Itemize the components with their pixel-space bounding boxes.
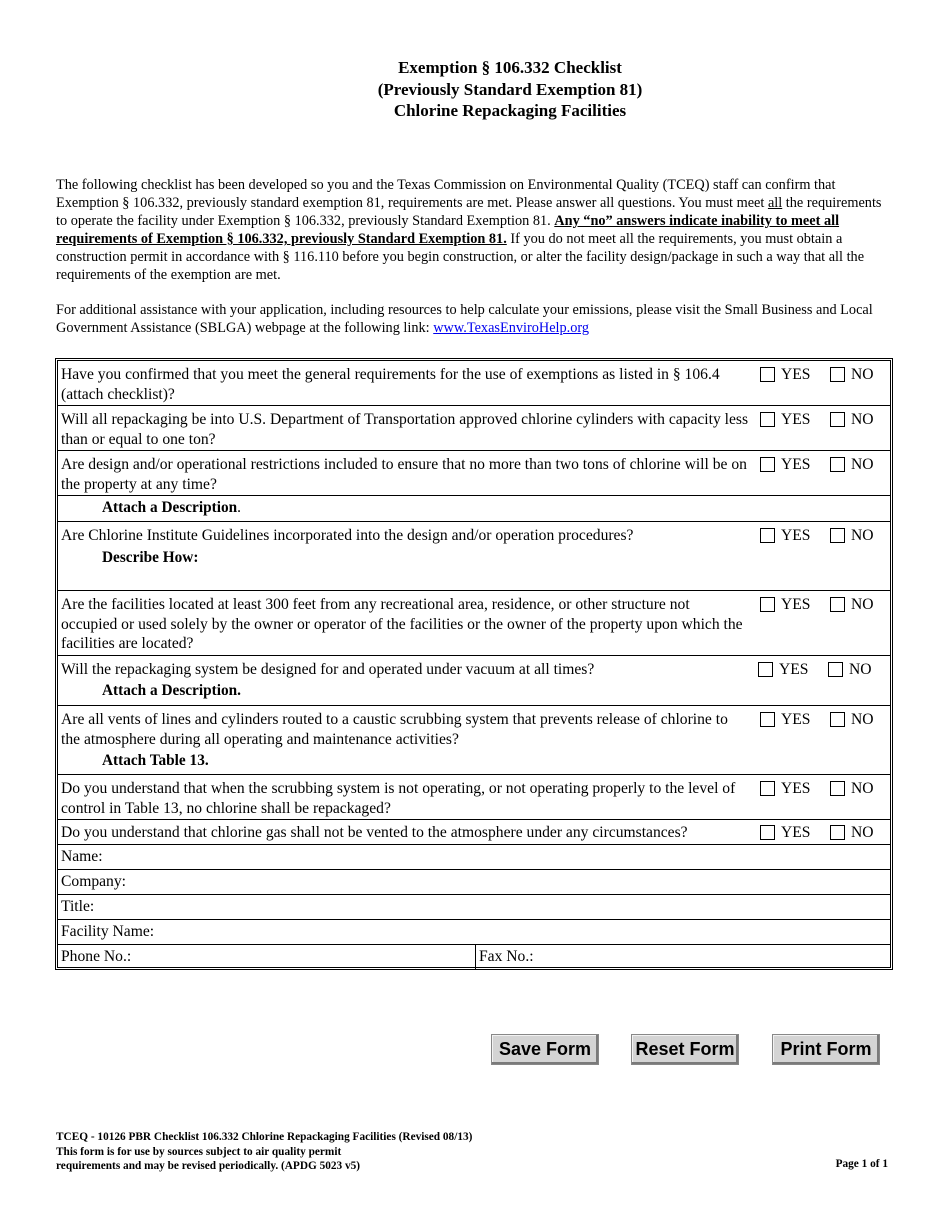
question-text: Will all repackaging be into U.S. Department of Transportation approved chlorine cylinders with capacity less than or equal to one ton? [61, 411, 749, 448]
question-text: Are design and/or operational restrictions included to ensure that no more than two tons of chlorine will be on the property at any time? [61, 456, 747, 493]
yes-checkbox[interactable] [760, 457, 775, 472]
footer-line-3: requirements and may be revised periodically. (APDG 5023 v5) [56, 1160, 361, 1172]
question-text: Will the repackaging system be designed for and operated under vacuum at all times? [61, 661, 595, 678]
attach-description-row [58, 496, 890, 522]
question-row-1 [58, 361, 890, 406]
question-text: Have you confirmed that you meet the general requirements for the use of exemptions as listed in § 106.4 (attach checklist)? [61, 366, 720, 403]
print-form-button[interactable]: Print Form [772, 1034, 880, 1065]
yes-no-group [758, 411, 890, 431]
save-form-button[interactable]: Save Form [491, 1034, 599, 1065]
page-number: Page 1 of 1 [835, 1158, 888, 1170]
no-checkbox[interactable] [830, 412, 845, 427]
question-row-4 [58, 522, 890, 591]
yes-label: YES [779, 661, 809, 678]
no-checkbox[interactable] [830, 457, 845, 472]
yes-checkbox[interactable] [760, 528, 775, 543]
intro-text-a: The following checklist has been developed so you and the Texas Commission on Environmental Quality (TCEQ) staff can confirm that Exemption § 106.332, previously standard exemption 81, requirements are met. Please answer all questions. You must meet [56, 177, 836, 211]
yes-label: YES [781, 366, 811, 383]
intro-underlined-all: all [767, 195, 783, 211]
no-label: NO [851, 456, 874, 473]
no-label: NO [851, 780, 874, 797]
yes-checkbox[interactable] [760, 825, 775, 840]
title-line-3: Chlorine Repackaging Facilities [393, 101, 627, 120]
yes-checkbox[interactable] [760, 712, 775, 727]
no-checkbox[interactable] [830, 781, 845, 796]
form-title [0, 57, 950, 122]
attach-description-label [102, 499, 241, 517]
footer-line-2: This form is for use by sources subject to air quality permit [56, 1145, 342, 1158]
facility-name-label: Facility Name: [61, 923, 155, 940]
question-row-3 [58, 451, 890, 496]
question-text: Are all vents of lines and cylinders routed to a caustic scrubbing system that prevents release of chlorine to the atmosphere during all operating and maintenance activities? [61, 711, 728, 748]
no-label: NO [849, 661, 872, 678]
attach-table-label: Attach Table 13. [102, 752, 209, 769]
intro-text [56, 176, 892, 354]
question-row-2 [58, 406, 890, 451]
yes-checkbox[interactable] [758, 662, 773, 677]
no-label: NO [851, 596, 874, 613]
no-label: NO [851, 366, 874, 383]
no-checkbox[interactable] [830, 825, 845, 840]
yes-no-group [758, 711, 890, 731]
facility-name-field[interactable] [58, 920, 890, 945]
no-checkbox[interactable] [830, 367, 845, 382]
footer-line-1: TCEQ - 10126 PBR Checklist 106.332 Chlorine Repackaging Facilities (Revised 08/13) [56, 1131, 473, 1143]
name-label: Name: [61, 848, 103, 865]
intro-paragraph-2 [56, 301, 892, 337]
no-checkbox[interactable] [830, 712, 845, 727]
question-row-8 [58, 775, 890, 820]
question-row-9 [58, 820, 890, 845]
describe-how-label: Describe How: [102, 549, 199, 566]
title-line-1: Exemption § 106.332 Checklist [398, 58, 622, 77]
yes-checkbox[interactable] [760, 412, 775, 427]
phone-fax-row [58, 945, 890, 970]
footer [56, 1130, 472, 1174]
yes-label: YES [781, 411, 811, 428]
company-label: Company: [61, 873, 126, 890]
phone-label[interactable]: Phone No.: [61, 948, 132, 965]
attach-description-text: Attach a Description [102, 499, 238, 516]
no-checkbox[interactable] [830, 528, 845, 543]
no-checkbox[interactable] [828, 662, 843, 677]
yes-label: YES [781, 824, 811, 841]
yes-checkbox[interactable] [760, 781, 775, 796]
sblga-link[interactable]: www.TexasEnviroHelp.org [433, 320, 590, 336]
title-label: Title: [61, 898, 95, 915]
question-text: Are the facilities located at least 300 feet from any recreational area, residence, or other structure not occupied or used solely by the owner or operator of the facilities or the owner of the property upon which the facilities are located? [61, 596, 743, 652]
intro-paragraph-1 [56, 176, 892, 284]
question-row-5 [58, 591, 890, 656]
attach-description-period: . [237, 499, 241, 516]
yes-no-group [758, 780, 890, 800]
question-text: Do you understand that when the scrubbing system is not operating, or not operating properly to the level of control in Table 13, no chlorine shall be repackaged? [61, 780, 736, 817]
yes-label: YES [781, 780, 811, 797]
yes-no-group [758, 456, 890, 476]
no-label: NO [851, 711, 874, 728]
yes-label: YES [781, 456, 811, 473]
intro-warning: Any “no” answers indicate inability to meet all requirements of Exemption § 106.332, previously Standard Exemption 81. [56, 213, 840, 247]
yes-checkbox[interactable] [760, 597, 775, 612]
yes-label: YES [781, 527, 811, 544]
intro-text-b: the requirements to operate the facility under Exemption § 106.332, previously Standard Exemption 81. [56, 195, 882, 229]
attach-description-label: Attach a Description. [102, 682, 241, 699]
no-label: NO [851, 411, 874, 428]
question-row-7 [58, 706, 890, 775]
question-row-6 [58, 656, 890, 706]
yes-no-group [758, 366, 890, 386]
column-divider [475, 945, 476, 970]
company-field[interactable] [58, 870, 890, 895]
yes-no-group [758, 596, 890, 616]
yes-no-group [756, 661, 888, 681]
no-label: NO [851, 824, 874, 841]
fax-label[interactable]: Fax No.: [479, 948, 534, 965]
title-line-2: (Previously Standard Exemption 81) [377, 79, 643, 99]
reset-form-button[interactable]: Reset Form [631, 1034, 739, 1065]
no-checkbox[interactable] [830, 597, 845, 612]
yes-label: YES [781, 711, 811, 728]
assistance-text: For additional assistance with your application, including resources to help calculate your emissions, please visit the Small Business and Local Government Assistance (SBLGA) webpage at the following link: [56, 302, 873, 336]
title-field[interactable] [58, 895, 890, 920]
yes-no-group [758, 824, 890, 844]
yes-label: YES [781, 596, 811, 613]
checklist-table [55, 358, 893, 970]
no-label: NO [851, 527, 874, 544]
yes-no-group [758, 527, 890, 547]
question-text: Do you understand that chlorine gas shall not be vented to the atmosphere under any circumstances? [61, 824, 688, 841]
yes-checkbox[interactable] [760, 367, 775, 382]
intro-text-c: If you do not meet all the requirements, you must obtain a construction permit in accordance with § 116.110 before you begin construction, or alter the facility design/package in such a way that all the requirements of the exemption are met. [56, 231, 865, 283]
name-field[interactable] [58, 845, 890, 870]
question-text: Are Chlorine Institute Guidelines incorporated into the design and/or operation procedures? [61, 527, 634, 544]
